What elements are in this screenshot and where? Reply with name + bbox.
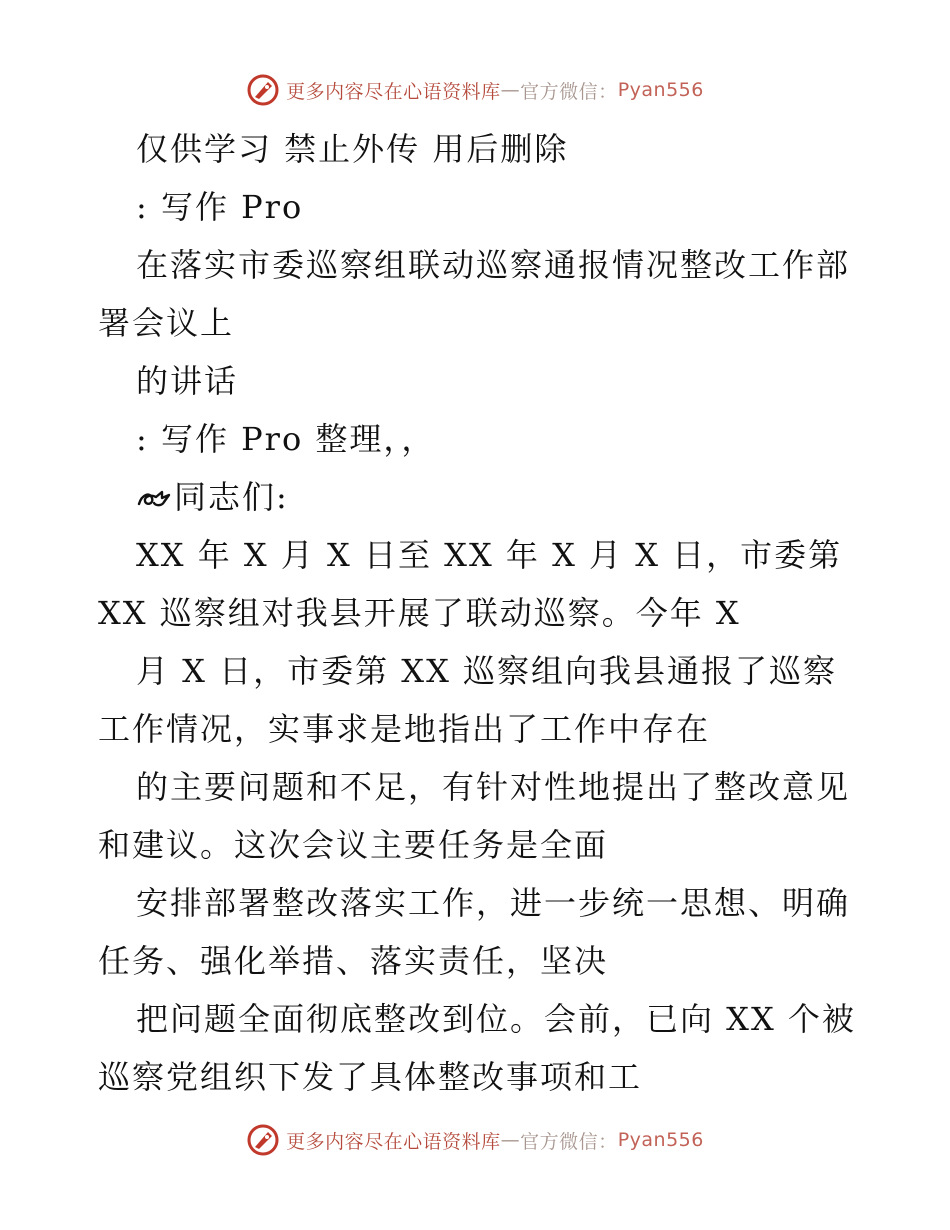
paragraph-1: XX 年 X 月 X 日至 XX 年 X 月 X 日，市委第 XX 巡察组对我县开展了联动巡察。今年 X xyxy=(98,536,843,632)
banner-dash: — xyxy=(500,79,521,101)
header-watermark-banner xyxy=(0,70,950,110)
source-line: : 写作 Pro xyxy=(136,188,304,226)
greeting-line xyxy=(98,468,858,526)
greeting-text: 同志们: xyxy=(174,478,289,516)
footer-watermark-banner xyxy=(0,1120,950,1160)
pen-nib-logo-icon xyxy=(246,73,280,107)
banner-lead-text: 更多内容尽在心语资料库 xyxy=(286,80,501,103)
document-body xyxy=(98,120,858,1106)
flourish-icon xyxy=(136,486,172,510)
banner-wechat-id: Pyan556 xyxy=(617,1129,704,1151)
banner-dash: — xyxy=(500,1129,521,1151)
paragraph-5: 把问题全面彻底整改到位。会前，已向 XX 个被巡察党组织下发了具体整改事项和工 xyxy=(98,1000,856,1096)
banner-wechat-id: Pyan556 xyxy=(617,79,704,101)
banner-lead-text: 更多内容尽在心语资料库 xyxy=(286,1130,501,1153)
paragraph-4: 安排部署整改落实工作，进一步统一思想、明确任务、强化举措、落实责任，坚决 xyxy=(98,884,851,980)
pen-nib-logo-icon xyxy=(246,1123,280,1157)
banner-mid-text: 官方微信： xyxy=(520,1130,618,1153)
compiler-line: : 写作 Pro 整理，， xyxy=(136,420,436,458)
notice-line: 仅供学习 禁止外传 用后删除 xyxy=(136,130,569,168)
speech-title-cont: 的讲话 xyxy=(136,362,239,400)
paragraph-3: 的主要问题和不足，有针对性地提出了整改意见和建议。这次会议主要任务是全面 xyxy=(98,768,851,864)
banner-mid-text: 官方微信： xyxy=(520,80,618,103)
speech-title: 在落实市委巡察组联动巡察通报情况整改工作部署会议上 xyxy=(98,246,851,342)
paragraph-2: 月 X 日，市委第 XX 巡察组向我县通报了巡察工作情况，实事求是地指出了工作中存在 xyxy=(98,652,838,748)
